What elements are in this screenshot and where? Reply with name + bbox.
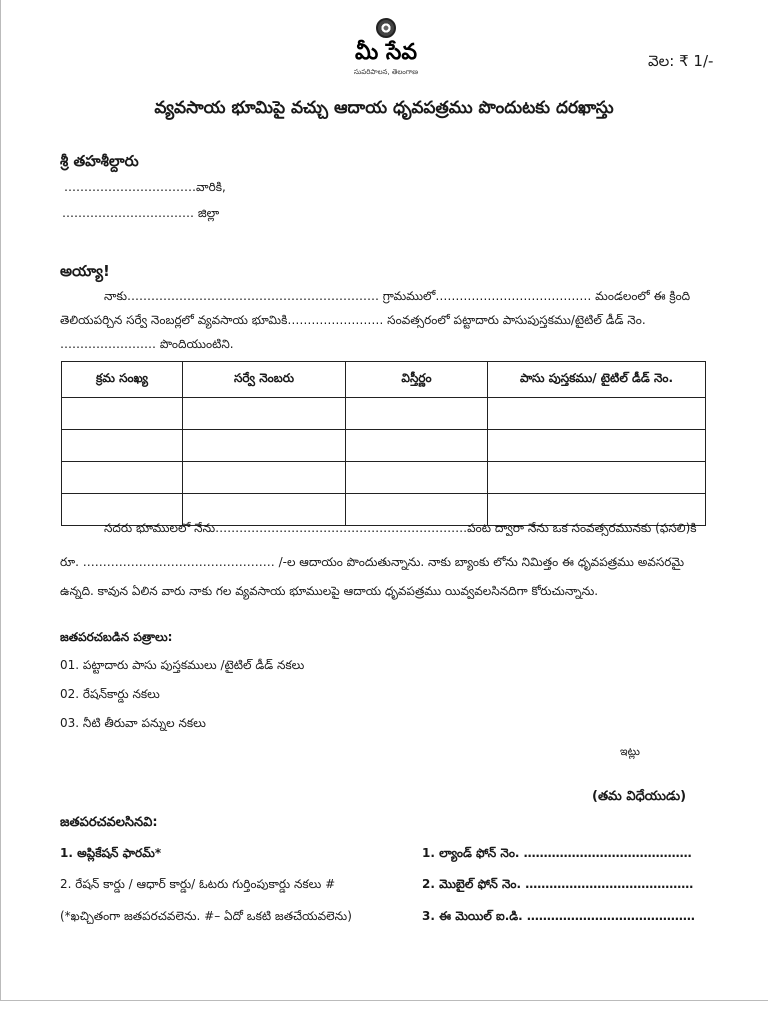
enclosure-item: 03. నీటి తీరువా పన్నుల నకలు [60, 716, 206, 730]
price-label: వెల: ₹ 1/- [648, 52, 714, 70]
paragraph2-line1: సదరు భూములలో నేను………………………………………………………పంట ద్వారా నేను ఒక సంవత్సరమునకు (ఫసలి)కి [104, 521, 697, 535]
form-title: వ్యవసాయ భూమిపై వచ్చు ఆదాయ ధృవపత్రము పొందుటకు దరఖాస్తు [154, 98, 614, 118]
addressee-line-2: …………………………… జిల్లా [62, 206, 220, 220]
email-field[interactable]: 3. ఈ మెయిల్ ఐ.డి. …………………………………… [422, 909, 695, 923]
table-cell[interactable] [183, 430, 346, 462]
required-note: (*ఖచ్చితంగా జతపరచవలెను. #– ఏదో ఒకటి జతచేయవలెను) [60, 909, 352, 923]
header-serial-no: క్రమ సంఖ్య [62, 362, 183, 398]
table-cell[interactable] [346, 398, 488, 430]
state-emblem-icon [376, 18, 396, 38]
meeseva-logo [340, 18, 432, 88]
required-item-left: 1. అప్లికేషన్ ఫారమ్* [60, 846, 162, 860]
table-cell[interactable] [62, 430, 183, 462]
table-cell[interactable] [183, 398, 346, 430]
table-row [62, 398, 706, 430]
table-cell[interactable] [488, 430, 706, 462]
logo-subtext: సుపరిపాలన, తెలంగాణ [353, 68, 419, 76]
table-cell[interactable] [346, 462, 488, 494]
header-passbook-no: పాసు పుస్తకము/ టైటిల్ డీడ్ నెం. [488, 362, 706, 398]
addressee-title: శ్రీ తహశీల్దారు [60, 152, 139, 170]
paragraph1-line3: …………………… పొందియుంటిని. [60, 337, 234, 351]
paragraph1-line1: నాకు……………………………………………………… గ్రామములో………………………………… మండలంలో ఈ క్రింది [104, 289, 691, 303]
landline-field[interactable]: 1. ల్యాండ్ ఫోన్ నెం. …………………………………… [422, 846, 692, 860]
header-survey-no: సర్వే నెంబరు [183, 362, 346, 398]
table-row [62, 462, 706, 494]
enclosure-item: 02. రేషన్‌కార్డు నకలు [60, 687, 160, 701]
table-cell[interactable] [62, 462, 183, 494]
enclosure-item: 01. పట్టాదారు పాసు పుస్తకములు /టైటిల్ డీడ్ నకలు [60, 658, 305, 672]
table-cell[interactable] [488, 462, 706, 494]
enclosures-heading: జతపరచబడిన పత్రాలు: [60, 630, 173, 644]
paragraph2-line3: ఉన్నది. కావున ఏలిన వారు నాకు గల వ్యవసాయ భూములపై ఆదాయ ధృవపత్రము యివ్వవలసినదిగా కోరుచున్నాను. [60, 584, 599, 598]
closing-itlu: ఇట్లు [620, 745, 640, 758]
table-cell[interactable] [488, 398, 706, 430]
addressee-line-1: ……………………………వారికి, [64, 180, 226, 194]
mobile-field[interactable]: 2. మొబైల్ ఫోన్ నెం. …………………………………… [422, 877, 694, 891]
table-row [62, 430, 706, 462]
header-extent: విస్తీర్ణం [346, 362, 488, 398]
land-details-table [61, 361, 706, 526]
paragraph1-line2: తెలియపర్చిన సర్వే నెంబర్లలో వ్యవసాయ భూమికి…………………… సంవత్సరంలో పట్టాదారు పాసుపుస్తకము/టైటిల్ డీడ్ నెం. [60, 313, 646, 327]
required-heading: జతపరచవలసినవి: [60, 815, 158, 830]
paragraph2-line2: రూ. ………………………………………… /-ల ఆదాయం పొందుతున్నాను. నాకు బ్యాంకు లోను నిమిత్తం ఈ ధృవపత్రము అవసరమై [60, 555, 685, 569]
signature-label: (తమ విధేయుడు) [592, 789, 687, 804]
required-item-left: 2. రేషన్ కార్డు / ఆధార్ కార్డు/ ఓటరు గుర్తింపుకార్డు నకలు # [60, 877, 336, 891]
table-cell[interactable] [346, 430, 488, 462]
logo-text: మీ సేవ [354, 40, 418, 65]
table-cell[interactable] [183, 462, 346, 494]
table-header-row [62, 362, 706, 398]
salutation: అయ్యా! [60, 262, 110, 280]
table-cell[interactable] [62, 398, 183, 430]
